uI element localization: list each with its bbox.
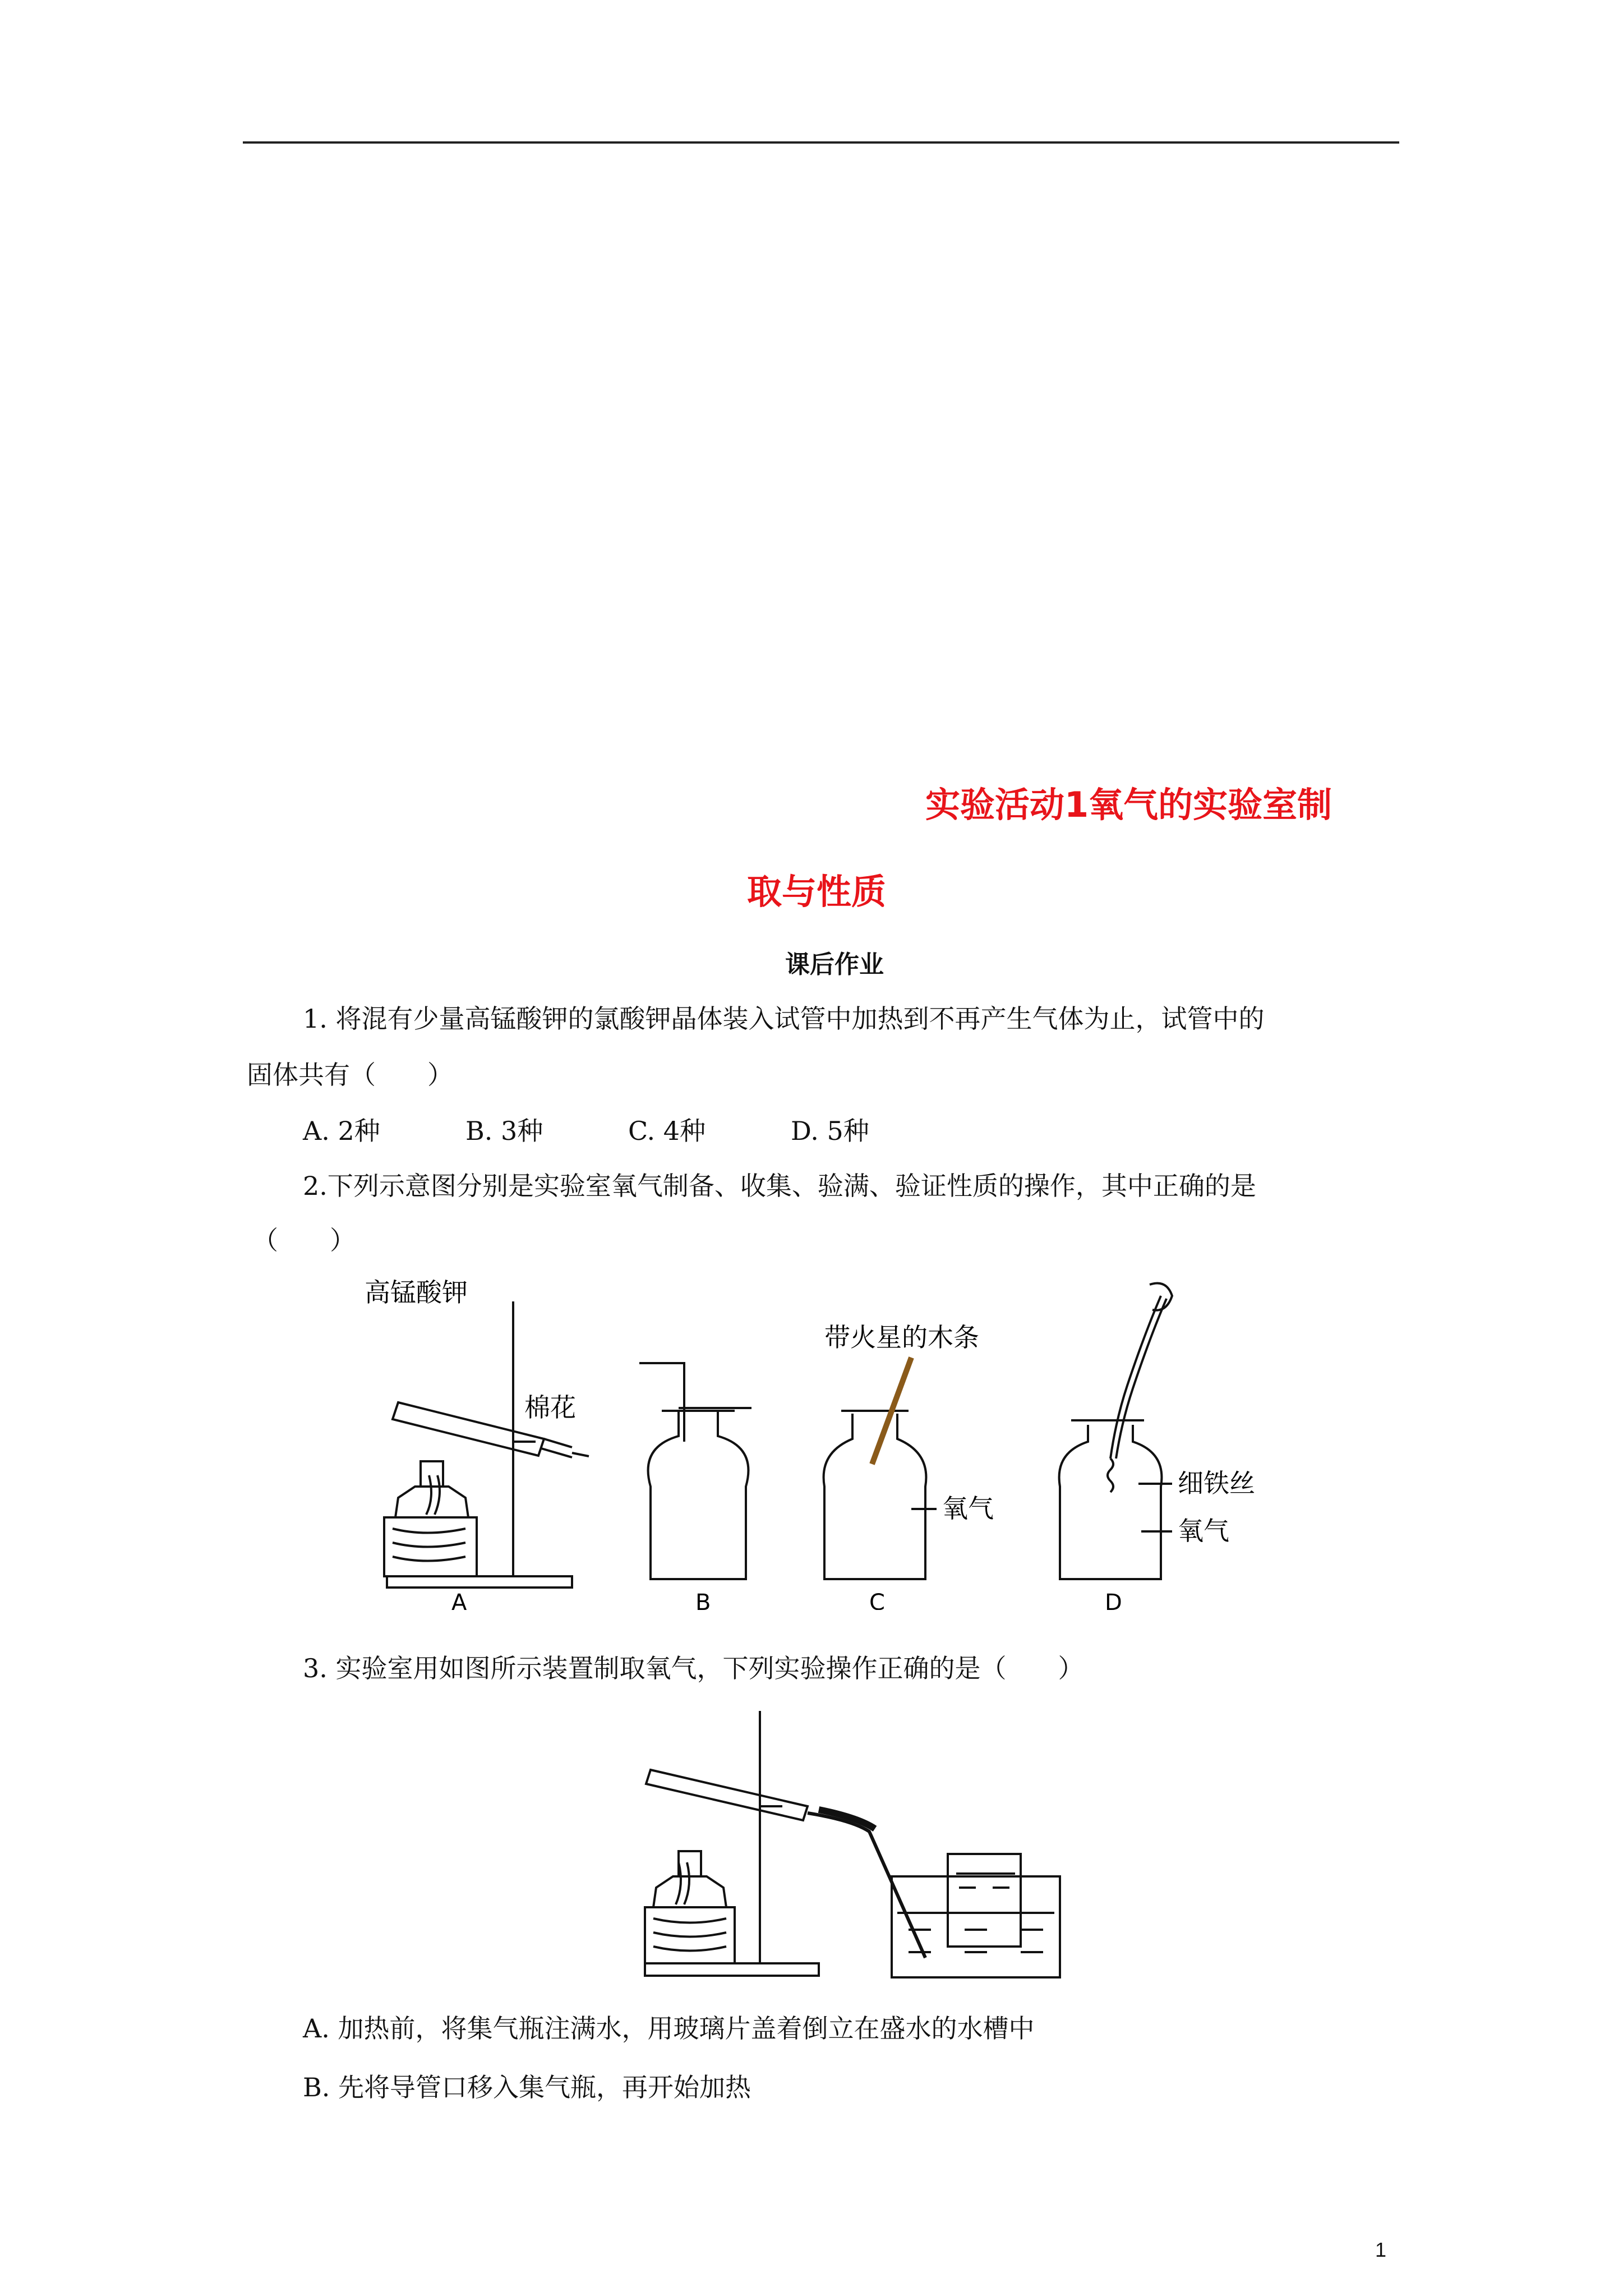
title-line-2: 取与性质 — [747, 871, 887, 912]
header-rule — [243, 141, 1399, 144]
q1-option-a: A. 2种 — [303, 1116, 380, 1146]
q1-options — [303, 1111, 925, 1148]
apparatus-a — [384, 1301, 589, 1588]
q1-option-d: D. 5种 — [791, 1116, 869, 1146]
caption-c: C — [869, 1590, 885, 1610]
q1-stem-line2: 固体共有（ ） — [247, 1060, 453, 1090]
label-kmno4: 高锰酸钾 — [365, 1277, 468, 1308]
q2-stem-line1: 2.下列示意图分别是实验室氧气制备、收集、验满、验证性质的操作，其中正确的是 — [303, 1171, 1256, 1201]
section-subtitle: 课后作业 — [785, 950, 884, 979]
label-splint: 带火星的木条 — [824, 1322, 979, 1352]
label-oxygen-c: 氧气 — [942, 1493, 994, 1524]
label-oxygen-d: 氧气 — [1178, 1516, 1229, 1546]
q3-stem: 3. 实验室用如图所示装置制取氧气，下列实验操作正确的是（ ） — [303, 1653, 1084, 1683]
label-iron-wire: 细铁丝 — [1178, 1468, 1255, 1498]
apparatus-b — [639, 1363, 751, 1579]
caption-d: D — [1105, 1590, 1122, 1610]
page-number: 1 — [1375, 2238, 1387, 2261]
apparatus-d — [1059, 1283, 1172, 1580]
apparatus-c — [824, 1358, 937, 1579]
caption-a: A — [451, 1590, 467, 1610]
q3-figure — [628, 1694, 1077, 1986]
q3-option-a: A. 加热前，将集气瓶注满水，用玻璃片盖着倒立在盛水的水槽中 — [303, 2013, 1035, 2044]
q1-option-c: C. 4种 — [628, 1116, 706, 1146]
caption-b: B — [695, 1590, 711, 1610]
title-line-1: 实验活动1氧气的实验室制 — [925, 784, 1332, 825]
q1-option-b: B. 3种 — [465, 1116, 543, 1146]
q2-stem-line2: （ ） — [252, 1225, 356, 1255]
q2-figure — [365, 1273, 1318, 1610]
q3-option-b: B. 先将导管口移入集气瓶，再开始加热 — [303, 2072, 751, 2102]
label-cotton: 棉花 — [524, 1392, 576, 1423]
q1-stem-line1: 1. 将混有少量高锰酸钾的氯酸钾晶体装入试管中加热到不再产生气体为止，试管中的 — [303, 1004, 1265, 1034]
